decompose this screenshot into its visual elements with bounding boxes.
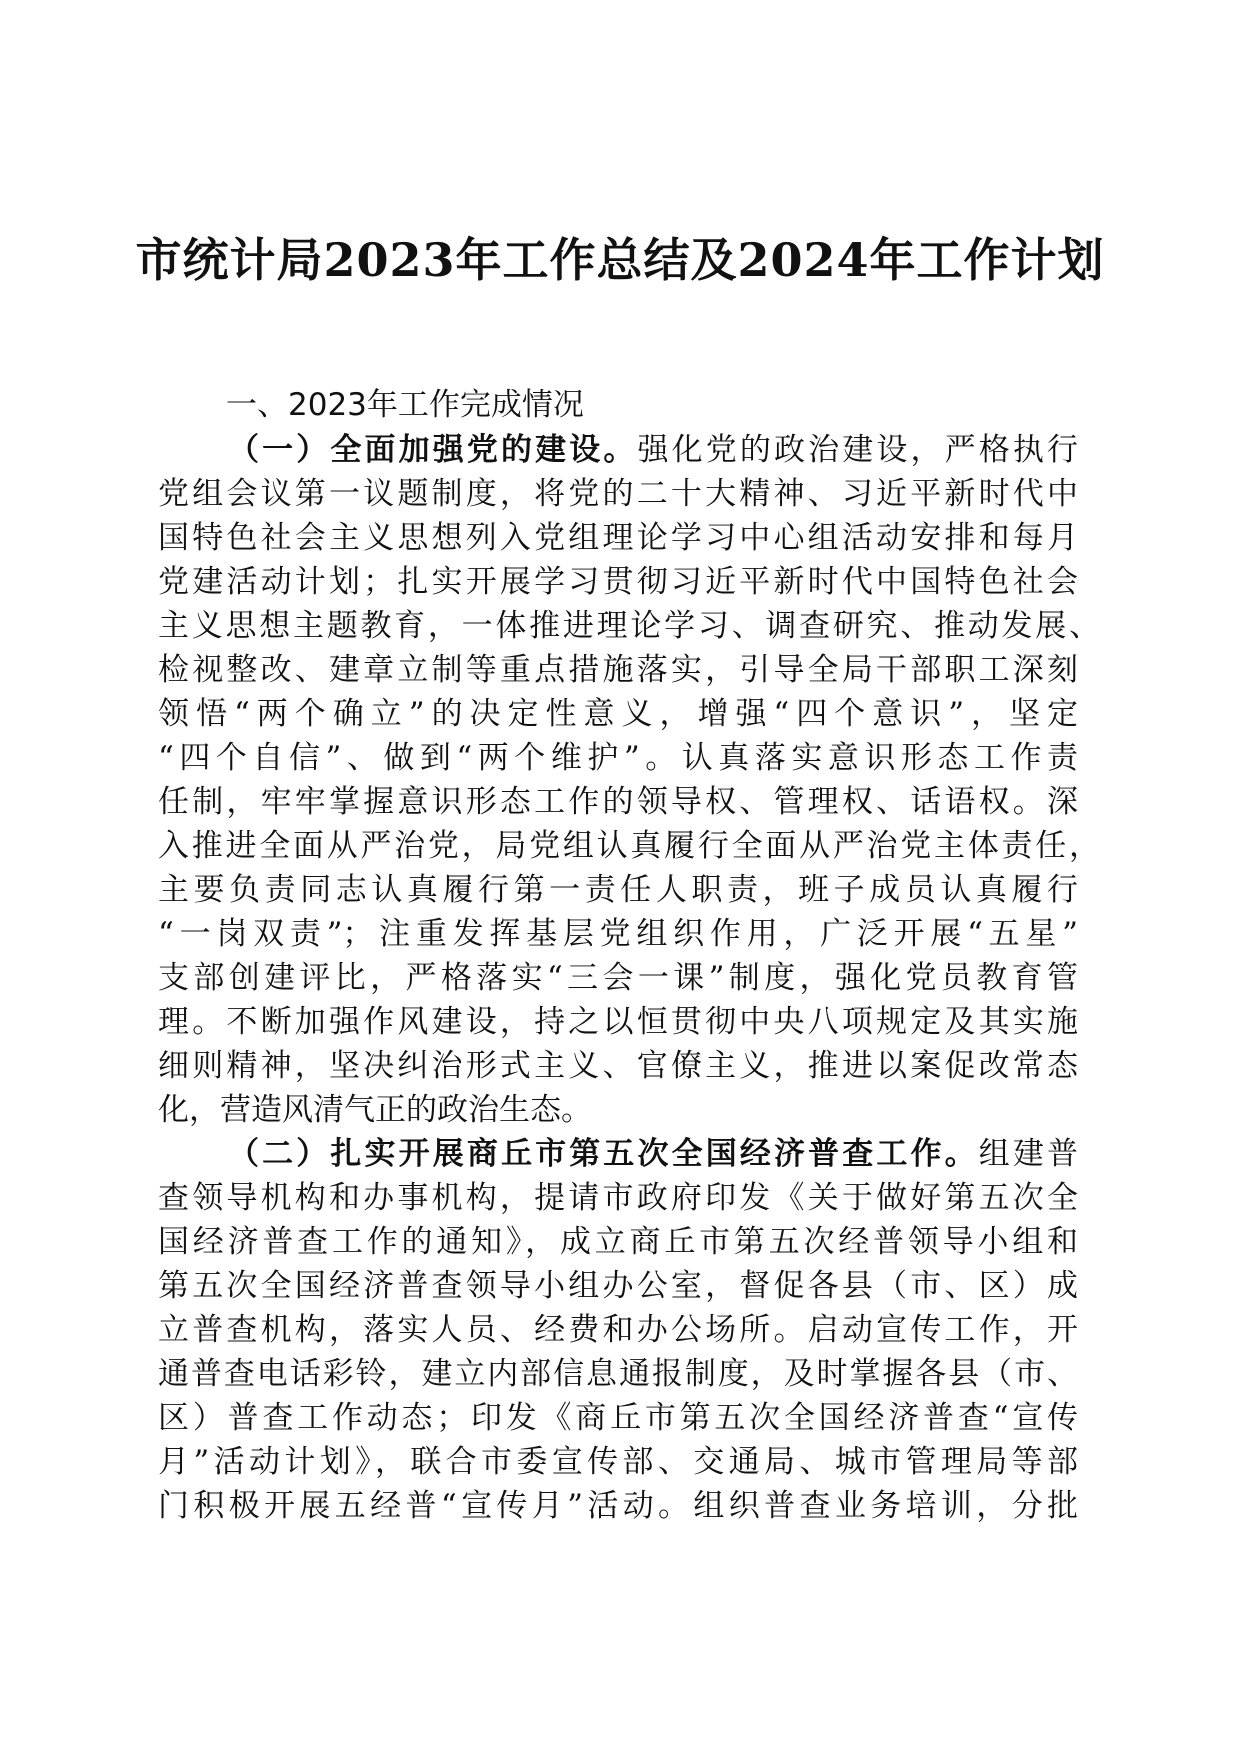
paragraph-2-line: 第五次全国经济普查领导小组办公室，督促各县（市、区）成 bbox=[158, 1268, 1078, 1304]
paragraph-1-lead: （一）全面加强党的建设。 bbox=[228, 432, 638, 468]
paragraph-1-line: 支部创建评比，严格落实“三会一课”制度，强化党员教育管 bbox=[158, 960, 1078, 996]
paragraph-1-line-1-rest: 强化党的政治建设，严格执行 bbox=[637, 432, 1078, 468]
paragraph-2-lead: （二）扎实开展商丘市第五次全国经济普查工作。 bbox=[228, 1136, 979, 1172]
document-title: 市统计局2023年工作总结及2024年工作计划 bbox=[135, 233, 1105, 287]
paragraph-1-line: 党建活动计划；扎实开展学习贯彻习近平新时代中国特色社会 bbox=[158, 564, 1078, 600]
paragraph-1-line: 主要负责同志认真履行第一责任人职责，班子成员认真履行 bbox=[158, 872, 1078, 908]
paragraph-2-line: 月”活动计划》，联合市委宣传部、交通局、城市管理局等部 bbox=[158, 1444, 1078, 1480]
section-heading: 一、2023年工作完成情况 bbox=[226, 387, 584, 423]
paragraph-2-line: 门积极开展五经普“宣传月”活动。组织普查业务培训，分批 bbox=[158, 1488, 1078, 1524]
paragraph-1-line: 细则精神，坚决纠治形式主义、官僚主义，推进以案促改常态 bbox=[158, 1048, 1078, 1084]
paragraph-1-line: 党组会议第一议题制度，将党的二十大精神、习近平新时代中 bbox=[158, 476, 1078, 512]
paragraph-1-line: 国特色社会主义思想列入党组理论学习中心组活动安排和每月 bbox=[158, 520, 1078, 556]
paragraph-1-first-line bbox=[228, 428, 1078, 472]
paragraph-2-line: 区）普查工作动态；印发《商丘市第五次全国经济普查“宣传 bbox=[158, 1400, 1078, 1436]
paragraph-2-line: 通普查电话彩铃，建立内部信息通报制度，及时掌握各县（市、 bbox=[158, 1356, 1078, 1392]
paragraph-1-line: “四个自信”、做到“两个维护”。认真落实意识形态工作责 bbox=[158, 740, 1078, 776]
paragraph-2-line: 查领导机构和办事机构，提请市政府印发《关于做好第五次全 bbox=[158, 1180, 1078, 1216]
paragraph-1-line: 理。不断加强作风建设，持之以恒贯彻中央八项规定及其实施 bbox=[158, 1004, 1078, 1040]
paragraph-1-line: 主义思想主题教育，一体推进理论学习、调查研究、推动发展、 bbox=[158, 608, 1100, 644]
paragraph-2-line: 立普查机构，落实人员、经费和办公场所。启动宣传工作，开 bbox=[158, 1312, 1078, 1348]
paragraph-1-line: “一岗双责”；注重发挥基层党组织作用，广泛开展“五星” bbox=[158, 916, 1078, 952]
paragraph-1-line: 检视整改、建章立制等重点措施落实，引导全局干部职工深刻 bbox=[158, 652, 1078, 688]
paragraph-2-first-line bbox=[228, 1132, 1078, 1176]
paragraph-2-line: 国经济普查工作的通知》，成立商丘市第五次经普领导小组和 bbox=[158, 1224, 1078, 1260]
paragraph-1-line: 领悟“两个确立”的决定性意义，增强“四个意识”，坚定 bbox=[158, 696, 1078, 732]
paragraph-1-line: 入推进全面从严治党，局党组认真履行全面从严治党主体责任， bbox=[158, 828, 1100, 864]
paragraph-1-line: 化，营造风清气正的政治生态。 bbox=[158, 1092, 592, 1128]
paragraph-2-line-1-rest: 组建普 bbox=[978, 1136, 1078, 1172]
paragraph-1-line: 任制，牢牢掌握意识形态工作的领导权、管理权、话语权。深 bbox=[158, 784, 1078, 820]
